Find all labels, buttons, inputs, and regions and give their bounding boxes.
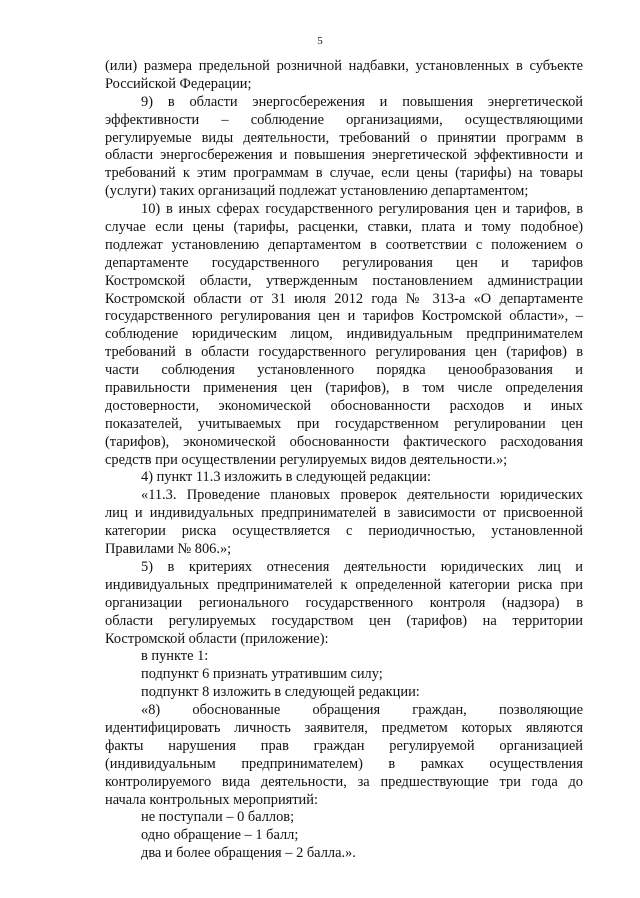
text-line: факты нарушения прав граждан регулируемой организацией — [105, 737, 583, 754]
text-line: лиц и индивидуальных предпринимателей в зависимости от присвоенной — [105, 505, 583, 522]
text-line: (услуги) таких организаций подлежат установлению департаментом; — [105, 183, 529, 200]
text-line: «11.3. Проведение плановых проверок деятельности юридических — [141, 487, 583, 504]
text-line: Правилами № 806.»; — [105, 541, 232, 558]
text-line: требований к этим программам в случае, если цены (тарифы) на товары — [105, 165, 583, 182]
text-line: средств при осуществлении регулируемых видов деятельности.»; — [105, 451, 508, 468]
text-line: 4) пункт 11.3 изложить в следующей редакции: — [141, 469, 432, 486]
text-line: в пункте 1: — [141, 648, 209, 665]
text-line: Костромской области (приложение): — [105, 630, 329, 647]
text-line: индивидуальных предпринимателей к определенной категории риска при — [105, 576, 583, 593]
text-line: случае если цены (тарифы, расценки, ставки, плата и тому подобное) — [105, 219, 583, 236]
text-line: Российской Федерации; — [105, 75, 252, 92]
text-line: подпункт 6 признать утратившим силу; — [141, 666, 383, 683]
document-body — [105, 58, 583, 863]
text-line: подлежат установлению департаментом в соответствии с положением о — [105, 236, 583, 253]
page-number: 5 — [317, 35, 323, 47]
text-line: (тарифов), экономической обоснованности фактического расходования — [105, 433, 583, 450]
text-line: идентифицировать личность заявителя, предметом которых являются — [105, 719, 583, 736]
text-line: 9) в области энергосбережения и повышения энергетической — [141, 93, 583, 110]
text-line: не поступали – 0 баллов; — [141, 809, 295, 826]
text-line: требований в области государственного регулирования цен (тарифов) в — [105, 344, 583, 361]
text-line: Костромской области, утвержденным постановлением администрации — [105, 272, 583, 289]
text-line: Костромской области от 31 июля 2012 года № 313-а «О департаменте — [105, 290, 583, 307]
text-line: (или) размера предельной розничной надбавки, установленных в субъекте — [105, 58, 583, 74]
text-line: показателей, учитываемых при государственном регулировании цен — [105, 415, 583, 432]
text-line: достоверности, экономической обоснованности расходов и иных — [105, 397, 583, 414]
text-line: начала контрольных мероприятий: — [105, 791, 318, 808]
text-line: (индивидуальным предпринимателем) в рамках осуществления — [105, 755, 583, 772]
text-line: одно обращение – 1 балл; — [141, 827, 299, 844]
text-line: государственного регулирования цен и тарифов Костромской области», – — [105, 308, 583, 325]
text-line: категории риска осуществляется с периодичностью, установленной — [105, 523, 583, 540]
text-line: области энергосбережения и повышения энергетической эффективности и — [105, 147, 583, 164]
text-line: «8) обоснованные обращения граждан, позволяющие — [141, 702, 583, 719]
text-line: департаменте государственного регулирования цен и тарифов — [105, 254, 583, 271]
text-line: организации регионального государственного контроля (надзора) в — [105, 594, 583, 611]
text-line: контролируемого вида деятельности, за предшествующие три года до — [105, 773, 583, 790]
text-line: подпункт 8 изложить в следующей редакции: — [141, 684, 420, 701]
text-line: правильности применения цен (тарифов), в том числе определения — [105, 380, 583, 397]
text-line: соблюдение юридическим лицом, индивидуальным предпринимателем — [105, 326, 583, 343]
text-line: части соблюдения установленного порядка ценообразования и — [105, 362, 583, 379]
text-line: области регулируемых государством цен (тарифов) на территории — [105, 612, 583, 629]
text-line: два и более обращения – 2 балла.». — [141, 845, 356, 862]
text-line: эффективности – соблюдение организациями, осуществляющими — [105, 111, 583, 128]
text-line: 10) в иных сферах государственного регулирования цен и тарифов, в — [141, 201, 583, 218]
text-line: 5) в критериях отнесения деятельности юридических лиц и — [141, 558, 583, 575]
text-line: регулируемые виды деятельности, требований о принятии программ в — [105, 129, 583, 146]
